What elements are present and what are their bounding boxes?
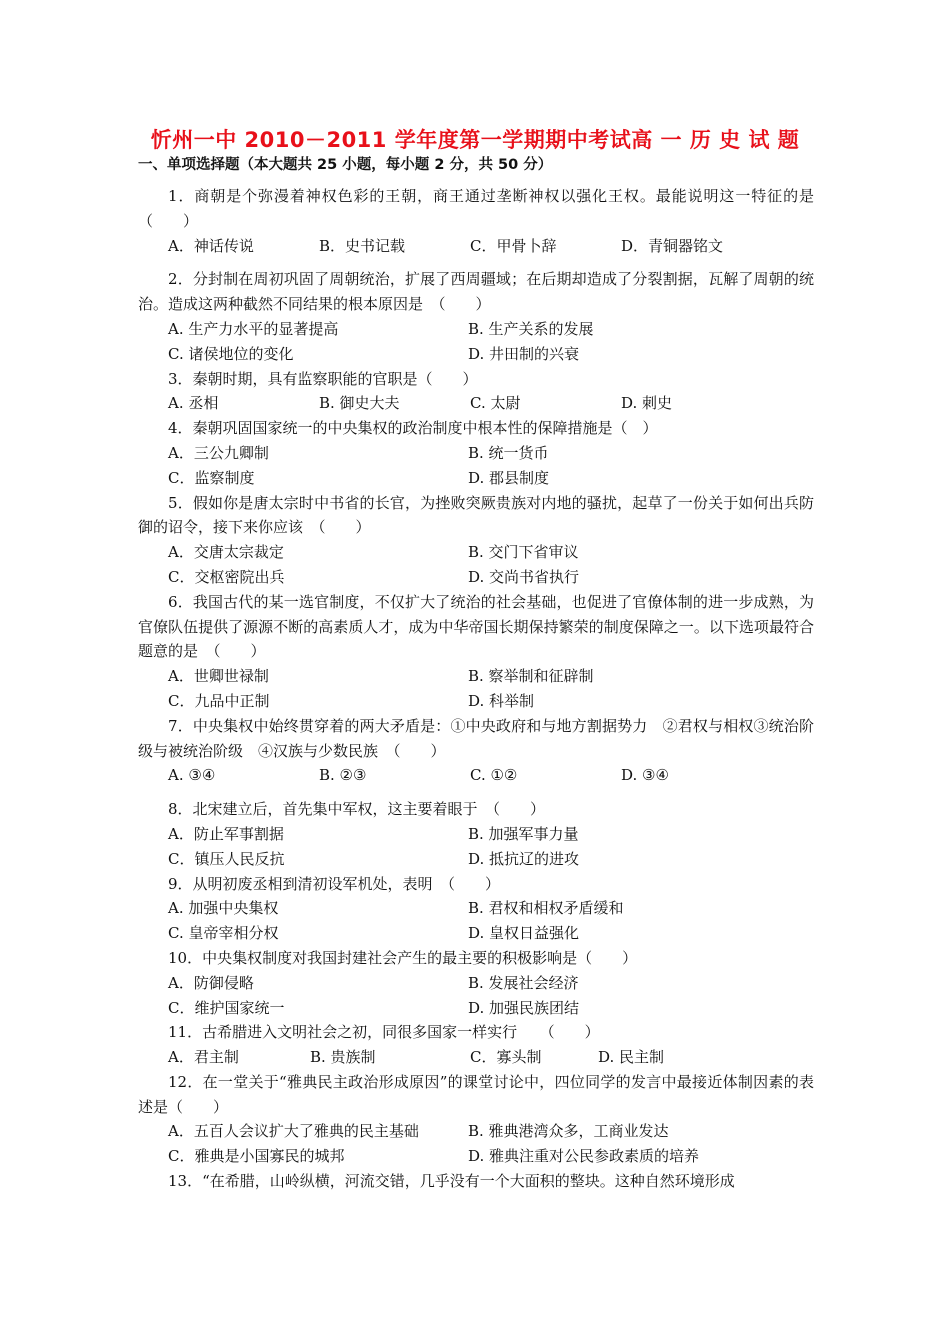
option: C．交枢密院出兵 bbox=[168, 567, 285, 586]
option: D. 加强民族团结 bbox=[468, 998, 580, 1017]
option: A．五百人会议扩大了雅典的民主基础 bbox=[168, 1122, 419, 1141]
option: B．史书记载 bbox=[319, 236, 406, 255]
option: D. 郡县制度 bbox=[468, 468, 550, 487]
question bbox=[138, 590, 814, 714]
option-row bbox=[138, 234, 814, 259]
question bbox=[138, 714, 814, 788]
option-row bbox=[138, 391, 814, 416]
option: A．三公九卿制 bbox=[168, 443, 269, 462]
question-text: 12．在一堂关于“雅典民主政治形成原因”的课堂讨论中，四位同学的发言中最接近体制因素的表述是（ ） bbox=[138, 1072, 814, 1116]
option-row bbox=[138, 822, 814, 872]
option: C. 诸侯地位的变化 bbox=[168, 344, 294, 363]
option: C．维护国家统一 bbox=[168, 998, 285, 1017]
question-text: 3．秦朝时期，具有监察职能的官职是（ ） bbox=[168, 369, 478, 388]
question-text: 11．古希腊进入文明社会之初，同很多国家一样实行 （ ） bbox=[168, 1023, 600, 1042]
question-text: 1．商朝是个弥漫着神权色彩的王朝，商王通过垄断神权以强化王权。最能说明这一特征的是 （ ） bbox=[138, 187, 830, 230]
question-text: 13．“在希腊，山岭纵横，河流交错，几乎没有一个大面积的整块。这种自然环境形成 bbox=[168, 1172, 735, 1191]
question-text: 6．我国古代的某一选官制度，不仅扩大了统治的社会基础，也促进了官僚体制的进一步成熟，为官僚队伍提供了源源不断的高素质人才，成为中华帝国长期保持繁荣的制度保障之一。以下选项最符合题意的是 （ ） bbox=[138, 592, 814, 661]
question-text: 10．中央集权制度对我国封建社会产生的最主要的积极影响是（ ） bbox=[168, 948, 638, 967]
option: B. 交门下省审议 bbox=[468, 543, 579, 562]
option: B. 贵族制 bbox=[310, 1048, 376, 1067]
option: B. 统一货币 bbox=[468, 443, 549, 462]
question bbox=[138, 1169, 814, 1194]
question bbox=[138, 491, 814, 590]
option: A．世卿世禄制 bbox=[168, 667, 269, 686]
option: B. 发展社会经济 bbox=[468, 973, 579, 992]
option: C．九品中正制 bbox=[168, 691, 270, 710]
option: A．防止军事割据 bbox=[168, 824, 284, 843]
option: B. 雅典港湾众多，工商业发达 bbox=[468, 1122, 669, 1141]
option: A．神话传说 bbox=[168, 236, 254, 255]
question-text: 4．秦朝巩固国家统一的中央集权的政治制度中根本性的保障措施是（ ） bbox=[168, 419, 658, 438]
exam-title: 忻州一中 2010－2011 学年度第一学期期中考试高 一 历 史 试 题 bbox=[150, 128, 800, 152]
option: C．镇压人民反抗 bbox=[168, 849, 285, 868]
option: B. ②③ bbox=[319, 766, 367, 785]
option: A. 丞相 bbox=[168, 394, 219, 413]
option: A. 生产力水平的显著提高 bbox=[168, 319, 339, 338]
option-row bbox=[138, 540, 814, 590]
question bbox=[138, 1070, 814, 1169]
option-row bbox=[138, 1119, 814, 1169]
option: D. 刺史 bbox=[621, 394, 673, 413]
option: A. 加强中央集权 bbox=[168, 899, 279, 918]
option: A．君主制 bbox=[168, 1048, 239, 1067]
question-text: 2．分封制在周初巩固了周朝统治，扩展了西周疆域；在后期却造成了分裂割据，瓦解了周朝的统治。造成这两种截然不同结果的根本原因是 （ ） bbox=[138, 270, 814, 314]
question bbox=[138, 367, 814, 417]
option: D. 民主制 bbox=[598, 1048, 665, 1067]
option: B. 御史大夫 bbox=[319, 394, 400, 413]
option: C. ①② bbox=[470, 766, 518, 785]
question-text: 7．中央集权中始终贯穿着的两大矛盾是：①中央政府和与地方割据势力 ②君权与相权③统治阶级与被统治阶级 ④汉族与少数民族 （ ） bbox=[138, 716, 814, 760]
question bbox=[138, 872, 814, 946]
option: D. 井田制的兴衰 bbox=[468, 344, 580, 363]
question-text: 5．假如你是唐太宗时中书省的长官，为挫败突厥贵族对内地的骚扰，起草了一份关于如何出兵防御的诏令，接下来你应该 （ ） bbox=[138, 493, 814, 537]
option: D. 皇权日益强化 bbox=[468, 924, 580, 943]
option-row bbox=[138, 664, 814, 714]
option: D. 雅典注重对公民参政素质的培养 bbox=[468, 1147, 700, 1166]
question bbox=[138, 1020, 814, 1070]
option: C. 皇帝宰相分权 bbox=[168, 924, 279, 943]
question-text: 8．北宋建立后，首先集中军权，这主要着眼于 （ ） bbox=[168, 800, 546, 819]
question-text: 9．从明初废丞相到清初设军机处，表明 （ ） bbox=[168, 874, 501, 893]
option-row bbox=[138, 763, 814, 788]
option: A．防御侵略 bbox=[168, 973, 254, 992]
option: C．寡头制 bbox=[470, 1048, 542, 1067]
question-list bbox=[138, 184, 830, 1194]
option: B. 察举制和征辟制 bbox=[468, 667, 594, 686]
option-row bbox=[138, 1045, 814, 1070]
question bbox=[138, 184, 830, 258]
option: A. ③④ bbox=[168, 766, 216, 785]
option: B. 生产关系的发展 bbox=[468, 319, 594, 338]
question bbox=[138, 416, 814, 490]
option: D．青铜器铭文 bbox=[621, 236, 724, 255]
option: D. 科举制 bbox=[468, 691, 535, 710]
option: B. 加强军事力量 bbox=[468, 824, 579, 843]
option: C．监察制度 bbox=[168, 468, 255, 487]
option: C．雅典是小国寡民的城邦 bbox=[168, 1147, 345, 1166]
option: A．交唐太宗裁定 bbox=[168, 543, 284, 562]
option-row bbox=[138, 896, 814, 946]
option: B. 君权和相权矛盾缓和 bbox=[468, 899, 624, 918]
option: C．甲骨卜辞 bbox=[470, 236, 557, 255]
option: D. 交尚书省执行 bbox=[468, 567, 580, 586]
question bbox=[138, 797, 814, 871]
option-row bbox=[138, 441, 814, 491]
option: C. 太尉 bbox=[470, 394, 521, 413]
section-heading: 一、单项选择题（本大题共 25 小题，每小题 2 分，共 50 分） bbox=[138, 157, 553, 173]
option-row bbox=[138, 971, 814, 1021]
question bbox=[138, 946, 814, 1020]
option-row bbox=[138, 317, 814, 367]
question bbox=[138, 267, 814, 366]
option: D. 抵抗辽的进攻 bbox=[468, 849, 580, 868]
option: D. ③④ bbox=[621, 766, 669, 785]
